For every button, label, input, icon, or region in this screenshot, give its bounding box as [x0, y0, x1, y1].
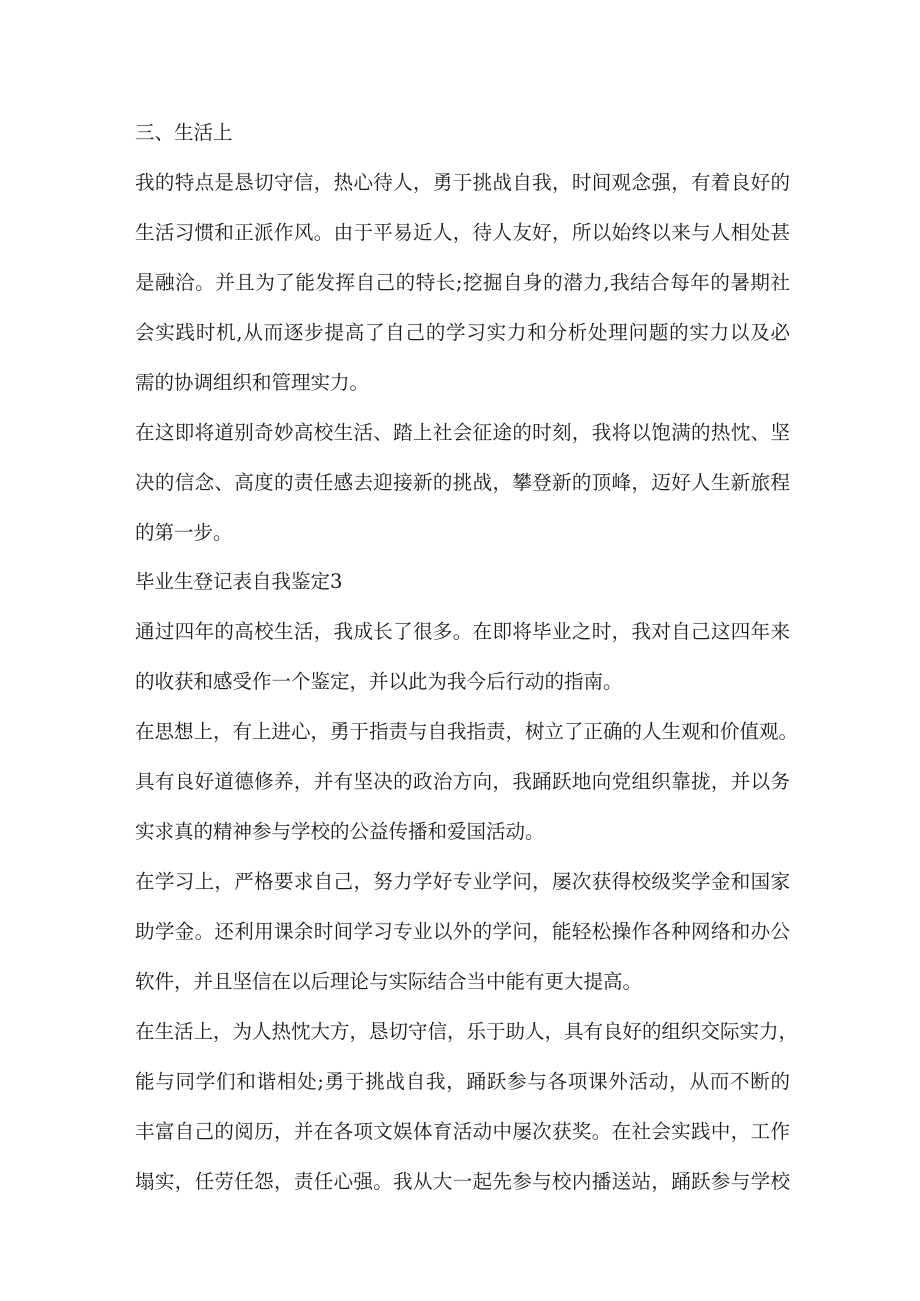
paragraph-line: 是融洽。并且为了能发挥自己的特长;挖掘自身的潜力,我结合每年的暑期社: [135, 271, 790, 294]
paragraph-line: 我的特点是恳切守信，热心待人，勇于挑战自我，时间观念强，有着良好的: [135, 171, 790, 194]
paragraph-line: 塌实，任劳任怨，责任心强。我从大一起先参与校内播送站，踊跃参与学校: [135, 1170, 790, 1193]
paragraph-line: 能与同学们和谐相处;勇于挑战自我，踊跃参与各项课外活动，从而不断的: [135, 1070, 790, 1093]
paragraph-line: 实求真的精神参与学校的公益传播和爱国活动。: [135, 820, 545, 843]
paragraph-line: 在思想上，有上进心，勇于指责与自我指责，树立了正确的人生观和价值观。: [135, 720, 799, 743]
paragraph-line: 决的信念、高度的责任感去迎接新的挑战，攀登新的顶峰，迈好人生新旅程: [135, 471, 790, 494]
paragraph-line: 助学金。还利用课余时间学习专业以外的学问，能轻松操作各种网络和办公: [135, 920, 790, 943]
paragraph-line: 的收获和感受作一个鉴定，并以此为我今后行动的指南。: [135, 670, 623, 693]
paragraph-line: 软件，并且坚信在以后理论与实际结合当中能有更大提高。: [135, 970, 643, 993]
section-heading-life: 三、生活上: [135, 121, 233, 144]
paragraph-line: 在生活上，为人热忱大方，恳切守信，乐于助人，具有良好的组织交际实力，: [135, 1020, 799, 1043]
paragraph-line: 通过四年的高校生活，我成长了很多。在即将毕业之时，我对自己这四年来: [135, 620, 790, 643]
paragraph-line: 会实践时机,从而逐步提高了自己的学习实力和分析处理问题的实力以及必: [135, 321, 790, 344]
paragraph-line: 具有良好道德修养，并有坚决的政治方向，我踊跃地向党组织靠拢，并以务: [135, 770, 790, 793]
paragraph-line: 在这即将道别奇妙高校生活、踏上社会征途的时刻，我将以饱满的热忱、坚: [135, 421, 790, 444]
paragraph-line: 生活习惯和正派作风。由于平易近人，待人友好，所以始终以来与人相处甚: [135, 221, 790, 244]
section-heading-self-assessment-3: 毕业生登记表自我鉴定3: [135, 570, 343, 593]
paragraph-line: 的第一步。: [135, 521, 233, 544]
paragraph-line: 在学习上，严格要求自己，努力学好专业学问，屡次获得校级奖学金和国家: [135, 870, 790, 893]
paragraph-line: 需的协调组织和管理实力。: [135, 371, 370, 394]
paragraph-line: 丰富自己的阅历，并在各项文娱体育活动中屡次获奖。在社会实践中，工作: [135, 1120, 790, 1143]
